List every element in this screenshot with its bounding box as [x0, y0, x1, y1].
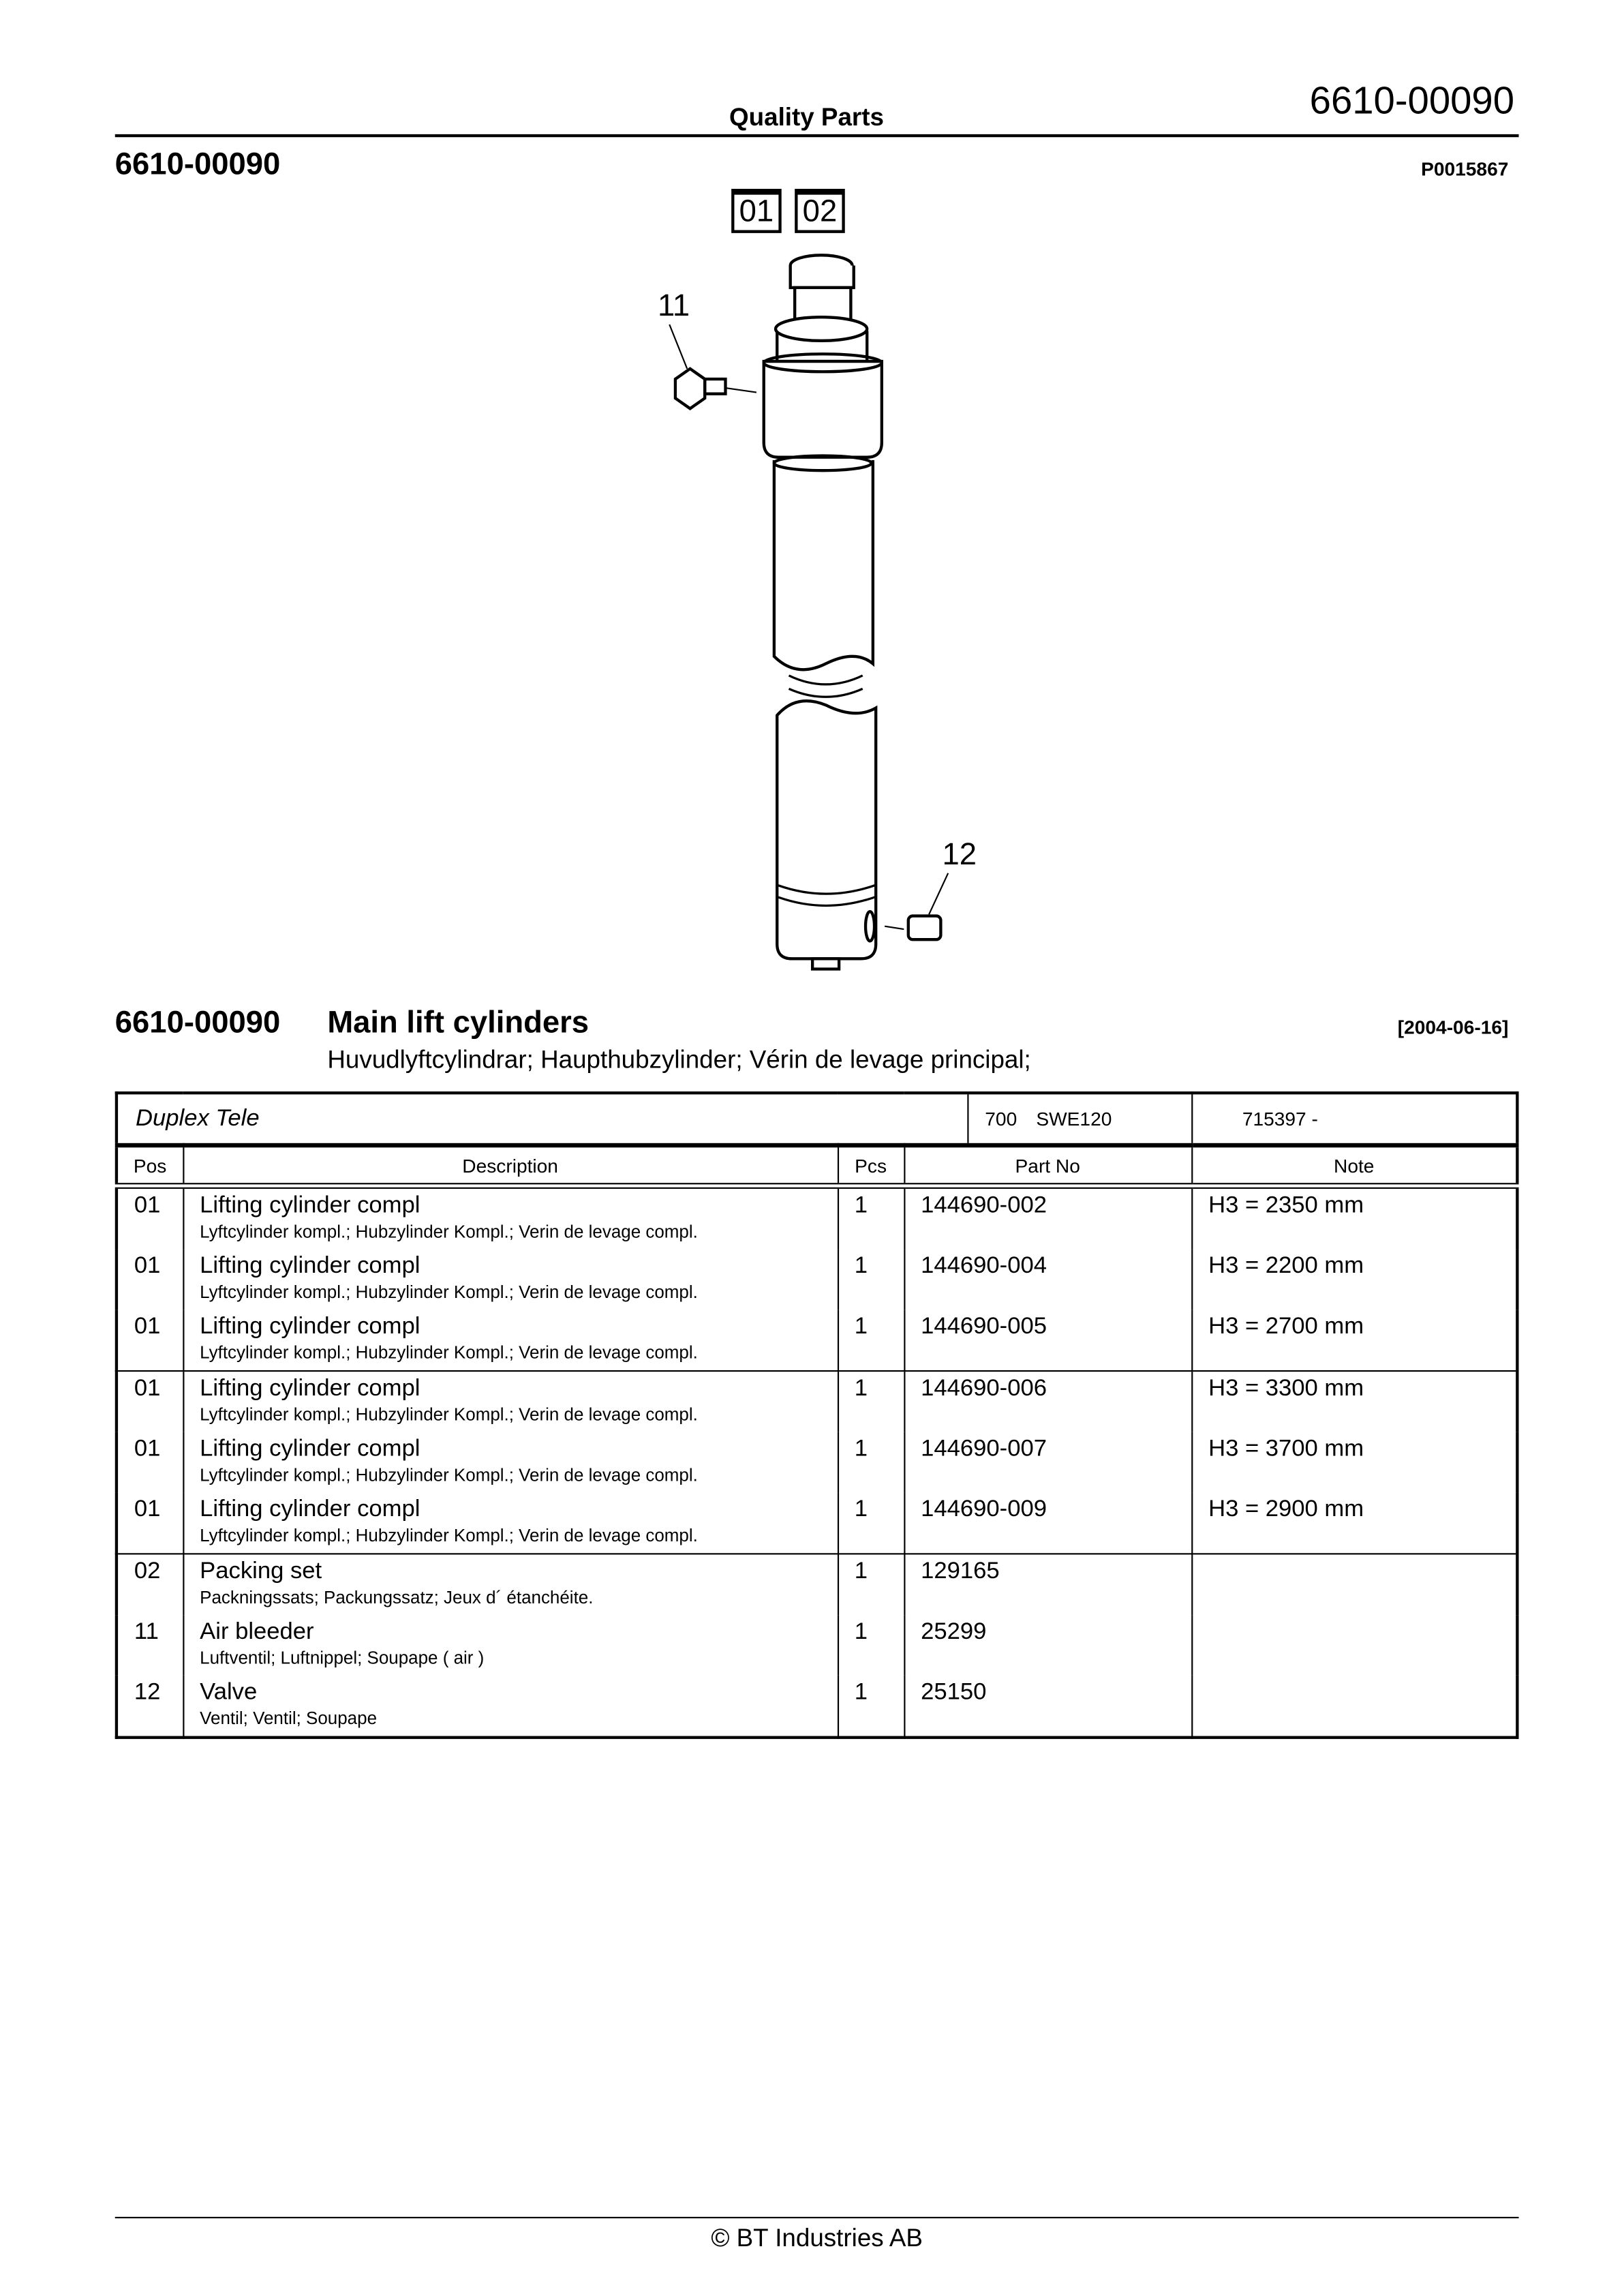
parts-table — [115, 1091, 1519, 1739]
row-description-translations: Lyftcylinder kompl.; Hubzylinder Kompl.; Verin de levage compl. — [200, 1221, 698, 1242]
row-description: Valve — [200, 1680, 258, 1706]
row-pcs: 1 — [854, 1619, 868, 1645]
row-pcs: 1 — [854, 1558, 868, 1584]
header-section: Quality Parts — [729, 103, 884, 132]
row-note — [1208, 1615, 1516, 1618]
row-pos: 01 — [134, 1436, 161, 1462]
row-pos: 11 — [134, 1619, 159, 1645]
table-row[interactable] — [117, 1493, 1517, 1554]
model-name: SWE120 — [1036, 1107, 1112, 1130]
row-pos: 01 — [134, 1314, 161, 1340]
table-row[interactable] — [117, 1554, 1517, 1615]
table-row[interactable] — [117, 1676, 1517, 1738]
row-pcs: 1 — [854, 1193, 868, 1219]
illustration-number: 6610-00090 — [114, 147, 281, 182]
row-note: H3 = 3300 mm — [1208, 1376, 1364, 1402]
row-note — [1208, 1554, 1516, 1557]
row-pcs: 1 — [854, 1376, 868, 1402]
row-part-no[interactable]: 25299 — [921, 1619, 987, 1645]
row-pcs: 1 — [854, 1497, 868, 1522]
variant-name: Duplex Tele — [118, 1094, 968, 1143]
row-description: Lifting cylinder compl — [200, 1376, 420, 1402]
row-pcs: 1 — [854, 1254, 868, 1279]
table-row[interactable] — [117, 1250, 1517, 1310]
row-note: H3 = 2700 mm — [1208, 1314, 1364, 1340]
row-pos: 01 — [134, 1497, 161, 1522]
row-description: Packing set — [200, 1558, 322, 1584]
row-part-no[interactable]: 144690-006 — [921, 1376, 1047, 1402]
callout-11[interactable]: 11 — [657, 289, 690, 323]
row-description-translations: Luftventil; Luftnippel; Soupape ( air ) — [200, 1647, 485, 1669]
row-part-no[interactable]: 144690-007 — [921, 1436, 1047, 1462]
row-description: Lifting cylinder compl — [200, 1193, 420, 1219]
callout-12[interactable]: 12 — [942, 837, 977, 872]
col-description: Description — [183, 1145, 838, 1185]
table-row[interactable] — [117, 1432, 1517, 1493]
row-note: H3 = 2200 mm — [1208, 1254, 1364, 1279]
col-part-no: Part No — [904, 1145, 1191, 1185]
row-description: Lifting cylinder compl — [200, 1254, 420, 1279]
row-description: Lifting cylinder compl — [200, 1436, 420, 1462]
table-row[interactable] — [117, 1186, 1517, 1250]
variant-row — [117, 1093, 1517, 1145]
row-description-translations: Lyftcylinder kompl.; Hubzylinder Kompl.; Verin de levage compl. — [200, 1282, 698, 1303]
row-part-no[interactable]: 144690-002 — [921, 1193, 1047, 1219]
table-row[interactable] — [117, 1615, 1517, 1676]
row-part-no[interactable]: 144690-005 — [921, 1314, 1047, 1340]
serial-range: 715397 - — [1191, 1093, 1517, 1145]
title-date: [2004-06-16] — [1397, 1016, 1509, 1039]
col-pcs: Pcs — [838, 1145, 904, 1185]
row-pcs: 1 — [854, 1436, 868, 1462]
row-part-no[interactable]: 144690-009 — [921, 1497, 1047, 1522]
row-pos: 01 — [134, 1254, 161, 1279]
row-description-translations: Ventil; Ventil; Soupape — [200, 1708, 378, 1729]
row-pos: 01 — [134, 1193, 161, 1219]
row-pcs: 1 — [854, 1680, 868, 1706]
row-pos: 12 — [134, 1680, 161, 1706]
row-pos: 02 — [134, 1558, 161, 1584]
row-part-no[interactable]: 144690-004 — [921, 1254, 1047, 1279]
row-description-translations: Lyftcylinder kompl.; Hubzylinder Kompl.; Verin de levage compl. — [200, 1404, 698, 1425]
row-description-translations: Packningssats; Packungssatz; Jeux d´ étanchéite. — [200, 1587, 594, 1608]
group-tag-02[interactable]: 02 — [795, 189, 845, 233]
row-note: H3 = 2900 mm — [1208, 1497, 1364, 1522]
row-pos: 01 — [134, 1376, 161, 1402]
model-code: 700 — [985, 1107, 1017, 1130]
table-row[interactable] — [117, 1371, 1517, 1432]
col-note: Note — [1191, 1145, 1517, 1185]
table-row[interactable] — [117, 1310, 1517, 1371]
row-description: Lifting cylinder compl — [200, 1314, 420, 1340]
row-note — [1208, 1676, 1516, 1678]
row-description-translations: Lyftcylinder kompl.; Hubzylinder Kompl.; Verin de levage compl. — [200, 1525, 698, 1546]
row-description-translations: Lyftcylinder kompl.; Hubzylinder Kompl.; Verin de levage compl. — [200, 1342, 698, 1363]
group-tag-01[interactable]: 01 — [731, 189, 782, 233]
col-pos: Pos — [117, 1145, 183, 1185]
row-note: H3 = 2350 mm — [1208, 1193, 1364, 1219]
row-part-no[interactable]: 25150 — [921, 1680, 987, 1706]
title-translations: Huvudlyftcylindrar; Haupthubzylinder; Vérin de levage principal; — [327, 1045, 1031, 1074]
row-pcs: 1 — [854, 1314, 868, 1340]
column-headers — [117, 1145, 1517, 1185]
footer-copyright: © BT Industries AB — [711, 2224, 923, 2252]
title-number: 6610-00090 — [114, 1006, 281, 1040]
row-description: Lifting cylinder compl — [200, 1497, 420, 1522]
row-part-no[interactable]: 129165 — [921, 1558, 1000, 1584]
picture-id: P0015867 — [1421, 157, 1509, 180]
row-description: Air bleeder — [200, 1619, 314, 1645]
footer-rule — [115, 2217, 1519, 2218]
row-description-translations: Lyftcylinder kompl.; Hubzylinder Kompl.; Verin de levage compl. — [200, 1464, 698, 1485]
header-doc-number: 6610-00090 — [1309, 78, 1515, 123]
cylinder-illustration — [0, 0, 1622, 1003]
title-name: Main lift cylinders — [327, 1006, 590, 1040]
row-note: H3 = 3700 mm — [1208, 1436, 1364, 1462]
